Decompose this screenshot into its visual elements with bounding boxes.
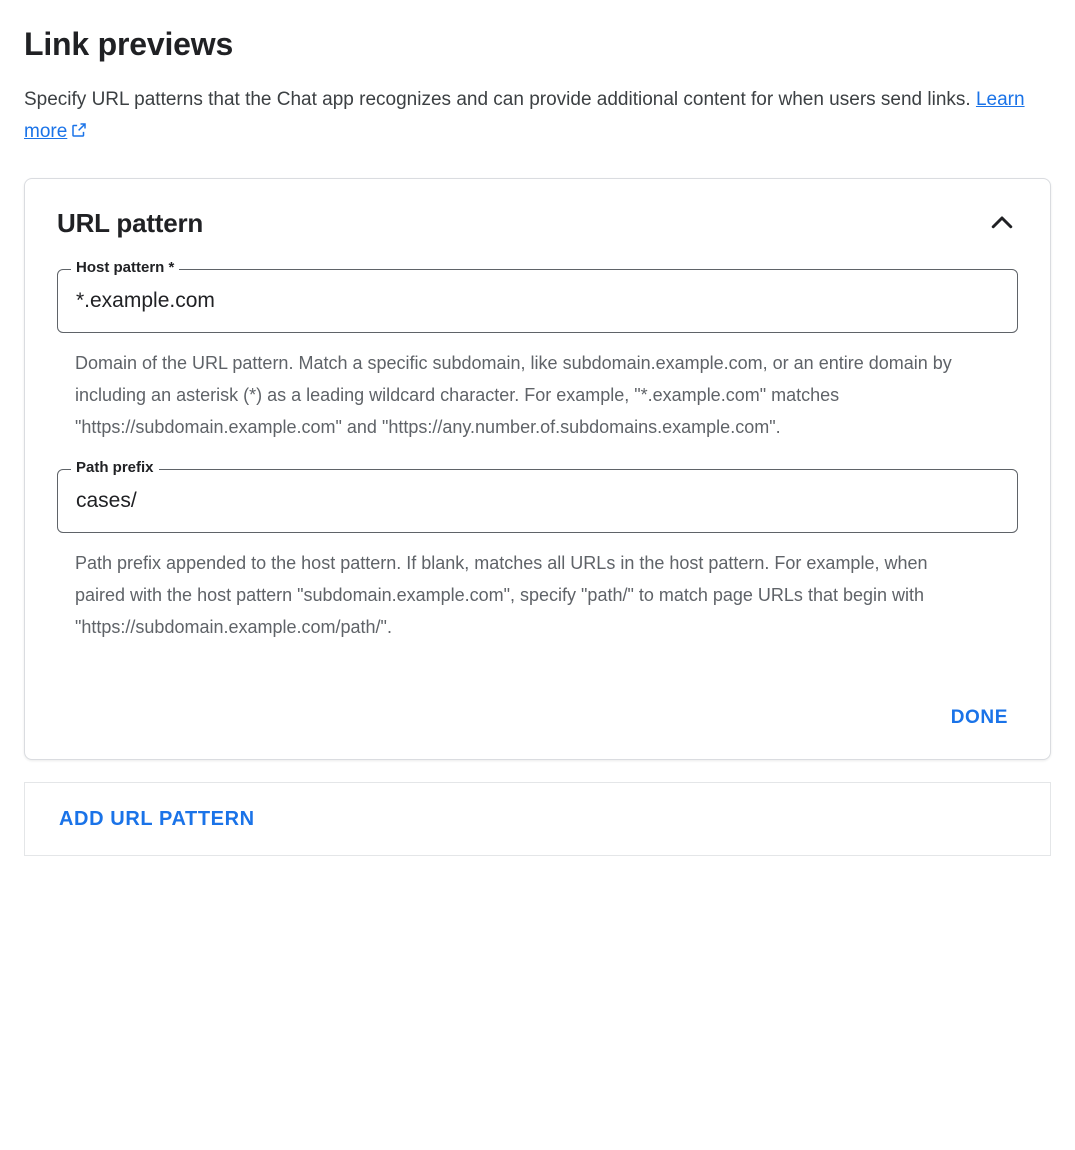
url-pattern-card-header: [57, 207, 1018, 239]
host-pattern-field: [57, 259, 1018, 333]
card-actions: [57, 699, 1018, 737]
page-title: Link previews: [24, 26, 234, 62]
host-pattern-input[interactable]: [74, 286, 1001, 316]
path-prefix-label: Path prefix: [71, 459, 159, 477]
path-prefix-field: [57, 459, 1018, 533]
page-description: [24, 84, 1034, 150]
card-title: URL pattern: [57, 207, 204, 238]
path-prefix-help-text: Path prefix appended to the host pattern. If blank, matches all URLs in the host pattern. For example, when paired with the host pattern "subdomain.example.com", specify "path/" to match page URLs that begin with "https://subdomain.example.com/path/".: [75, 553, 928, 637]
url-pattern-card: [24, 178, 1051, 760]
path-prefix-input-box[interactable]: [57, 469, 1018, 533]
done-button[interactable]: DONE: [941, 699, 1018, 737]
host-pattern-label: Host pattern *: [71, 259, 179, 277]
host-pattern-help-text: Domain of the URL pattern. Match a specific subdomain, like subdomain.example.com, or an entire domain by including an asterisk (*) as a leading wildcard character. For example, "*.example.com" matches "https://subdomain.example.com" and "https://any.number.of.subdomains.example.com".: [75, 353, 952, 437]
field-spacer: [57, 443, 1018, 469]
add-url-pattern-label[interactable]: ADD URL PATTERN: [59, 807, 255, 830]
page-description-text: Specify URL patterns that the Chat app recognizes and can provide additional content for when users send links.: [24, 89, 976, 110]
host-pattern-input-box[interactable]: [57, 269, 1018, 333]
chevron-up-icon[interactable]: [986, 207, 1018, 239]
external-link-icon: [70, 118, 88, 150]
add-url-pattern-bar[interactable]: [24, 782, 1051, 856]
path-prefix-input[interactable]: [74, 486, 1001, 516]
learn-more-link[interactable]: Learn more: [24, 89, 1025, 142]
